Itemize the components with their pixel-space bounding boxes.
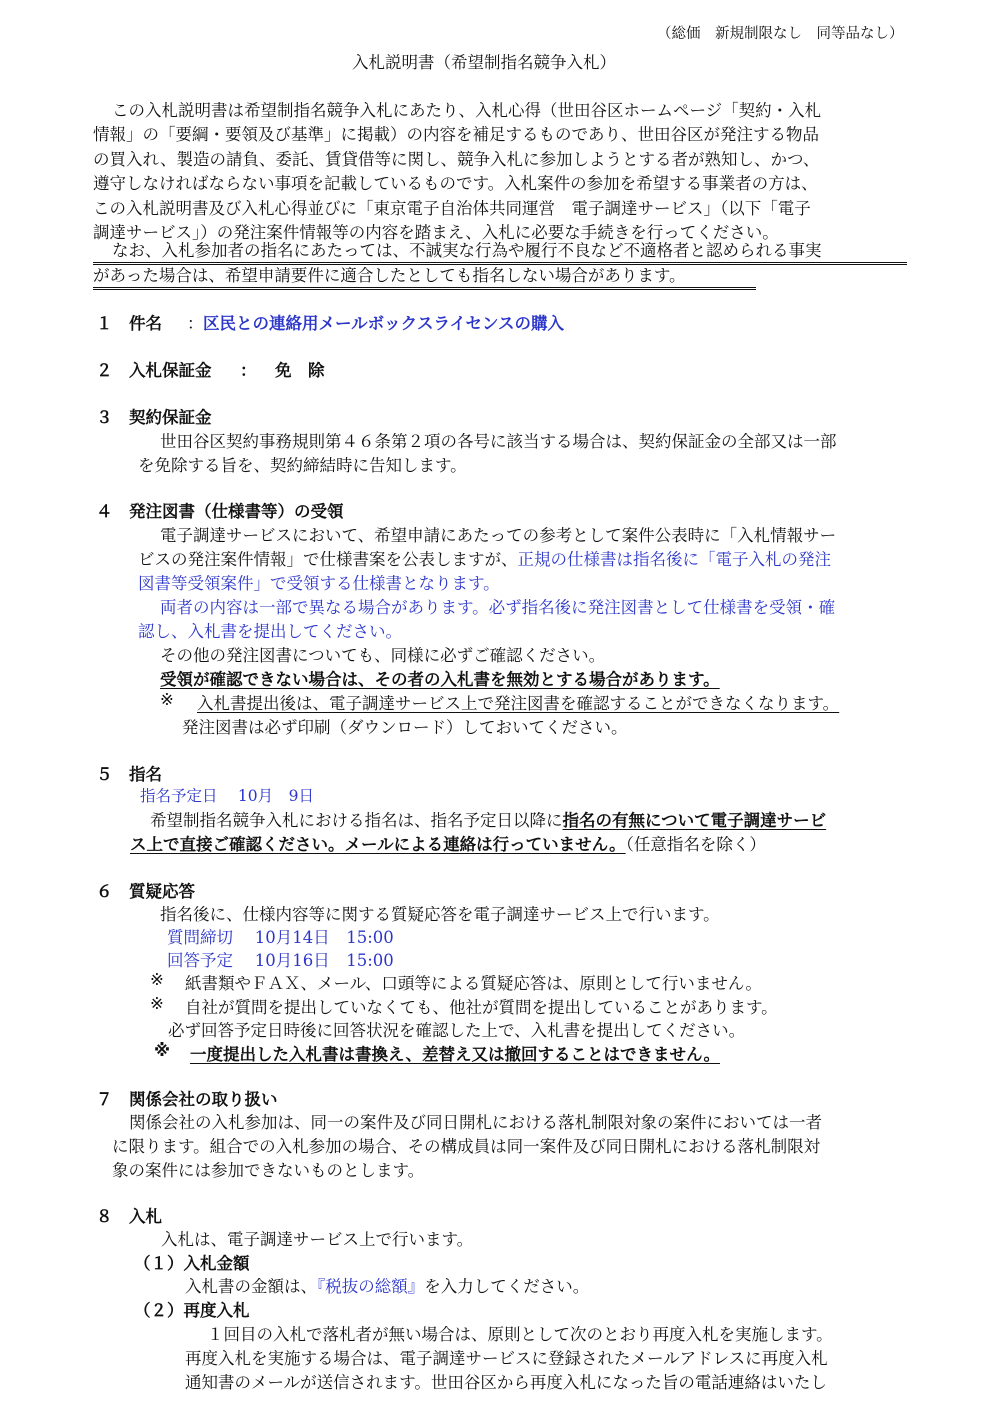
header-note: （総価 新規制限なし 同等品なし） [657, 26, 904, 42]
intro-line: この入札説明書は希望制指名競争入札にあたり、入札心得（世田谷区ホームページ「契約・入札 [112, 101, 822, 120]
body-text: （任意指名を除く） [625, 835, 766, 854]
body-text: 入札書の金額は、 [185, 1277, 317, 1296]
nomination-date: 指名予定日 10月 9日 [140, 787, 315, 805]
body-line: に限ります。組合での入札参加の場合、その構成員は同一案件及び同日開札における落札制限対 [112, 1137, 821, 1156]
note-line: 自社が質問を提出していなくても、他社が質問を提出していることがあります。 [185, 998, 778, 1017]
note-mark: ※ [150, 970, 164, 989]
section-number: ２ [96, 361, 113, 380]
intro-line: 遵守しなければならない事項を記載しているものです。入札案件の参加を希望する事業者の方は、 [93, 174, 818, 193]
highlight-line: 両者の内容は一部で異なる場合があります。必ず指名後に発注図書として仕様書を受領・確 [160, 598, 836, 617]
section-number: ３ [96, 408, 113, 427]
intro-notice-line: なお、入札参加者の指名にあたっては、不誠実な行為や履行不良など不適格者と認められる事実 [93, 240, 907, 265]
body-line [150, 807, 826, 831]
body-line: 世田谷区契約事務規則第４６条第２項の各号に該当する場合は、契約保証金の全部又は一部 [160, 432, 837, 451]
body-line: を免除する旨を、契約締結時に告知します。 [138, 456, 467, 475]
section-heading: 件名 [129, 314, 162, 333]
separator: ： [187, 314, 204, 333]
emphasis-text: 指名の有無について電子調達サービ [562, 811, 827, 830]
bid-bond-value: 免 除 [275, 361, 325, 380]
subsection-heading: （２）再度入札 [134, 1301, 250, 1320]
section-heading: 質疑応答 [129, 882, 195, 901]
question-deadline: 質問締切 10月14日 15:00 [167, 928, 394, 947]
section-number: ８ [96, 1207, 113, 1226]
note-mark: ※ [150, 994, 164, 1013]
section-heading: 発注図書（仕様書等）の受領 [129, 502, 344, 521]
section-heading: 入札保証金 [129, 361, 212, 380]
body-line: 再度入札を実施する場合は、電子調達サービスに登録されたメールアドレスに再度入札 [185, 1349, 828, 1368]
section-number: ７ [96, 1090, 113, 1109]
note-mark: ※ [160, 690, 174, 709]
body-line: 関係会社の入札参加は、同一の案件及び同日開札における落札制限対象の案件においては一者 [129, 1113, 822, 1132]
highlight-line: 認し、入札書を提出してください。 [138, 622, 402, 641]
note-line: 発注図書は必ず印刷（ダウンロード）しておいてください。 [182, 718, 628, 737]
section-number: ５ [96, 765, 113, 784]
section-heading: 契約保証金 [129, 408, 212, 427]
section-number: ６ [96, 882, 113, 901]
warning-line: 一度提出した入札書は書換え、差替え又は撤回することはできません。 [190, 1045, 720, 1064]
highlight-line: 図書等受領案件」で受領する仕様書となります。 [138, 574, 500, 593]
answer-schedule: 回答予定 10月16日 15:00 [167, 951, 394, 970]
subject-value: 区民との連絡用メールボックスライセンスの購入 [203, 314, 565, 333]
section-heading: 指名 [129, 765, 162, 784]
body-text: を入力してください。 [424, 1277, 590, 1296]
body-line: その他の発注図書についても、同様に必ずご確認ください。 [160, 646, 606, 665]
note-line: 必ず回答予定日時後に回答状況を確認した上で、入札書を提出してください。 [168, 1021, 746, 1040]
highlight-text: 『税抜の総額』 [317, 1277, 425, 1296]
intro-line: 調達サービス」）の発注案件情報等の内容を踏まえ、入札に必要な手続きを行ってください。 [93, 223, 779, 242]
section-heading: 関係会社の取り扱い [129, 1090, 278, 1109]
page-title: 入札説明書（希望制指名競争入札） [352, 53, 616, 72]
body-line: 指名後に、仕様内容等に関する質疑応答を電子調達サービス上で行います。 [160, 905, 720, 924]
note-line: 入札書提出後は、電子調達サービス上で発注図書を確認することができなくなります。 [197, 694, 840, 713]
intro-notice-line: があった場合は、希望申請要件に適合したとしても指名しない場合があります。 [93, 265, 756, 290]
separator: ： [240, 361, 257, 380]
intro-line: この入札説明書及び入札心得並びに「東京電子自治体共同運営 電子調達サービス」（以下「電子 [93, 199, 811, 218]
intro-line: 情報」の「要綱・要領及び基準」に掲載）の内容を補足するものであり、世田谷区が発注する物品 [93, 125, 819, 144]
note-line: 紙書類やＦＡＸ、メール、口頭等による質疑応答は、原則として行いません。 [185, 974, 762, 993]
body-line: 通知書のメールが送信されます。世田谷区から再度入札になった旨の電話連絡はいたし [185, 1373, 827, 1392]
section-number: ４ [96, 502, 113, 521]
warning-line: 受領が確認できない場合は、その者の入札書を無効とする場合があります。 [160, 670, 720, 689]
body-text: ビスの発注案件情報」で仕様書案を公表しますが、 [138, 550, 518, 569]
subsection-heading: （１）入札金額 [134, 1254, 250, 1273]
section-number: １ [96, 314, 113, 333]
highlight-text: 正規の仕様書は指名後に「電子入札の発注 [517, 550, 831, 569]
body-text: 希望制指名競争入札における指名は、指名予定日以降に [150, 811, 563, 830]
section-heading: 入札 [129, 1207, 162, 1226]
note-mark: ※ [154, 1041, 171, 1060]
body-line: 入札は、電子調達サービス上で行います。 [161, 1230, 474, 1249]
body-line: 象の案件には参加できないものとします。 [112, 1161, 425, 1180]
body-line [130, 831, 766, 855]
body-line [138, 546, 831, 570]
body-line: １回目の入札で落札者が無い場合は、原則として次のとおり再度入札を実施します。 [207, 1325, 833, 1344]
body-line [185, 1273, 589, 1297]
body-line: 電子調達サービスにおいて、希望申請にあたっての参考として案件公表時に「入札情報サー [160, 526, 837, 545]
emphasis-text: ス上で直接ご確認ください。メールによる連絡は行っていません。 [130, 835, 626, 854]
intro-line: の買入れ、製造の請負、委託、賃貸借等に関し、競争入札に参加しようとする者が熟知し、かつ、 [93, 150, 820, 169]
